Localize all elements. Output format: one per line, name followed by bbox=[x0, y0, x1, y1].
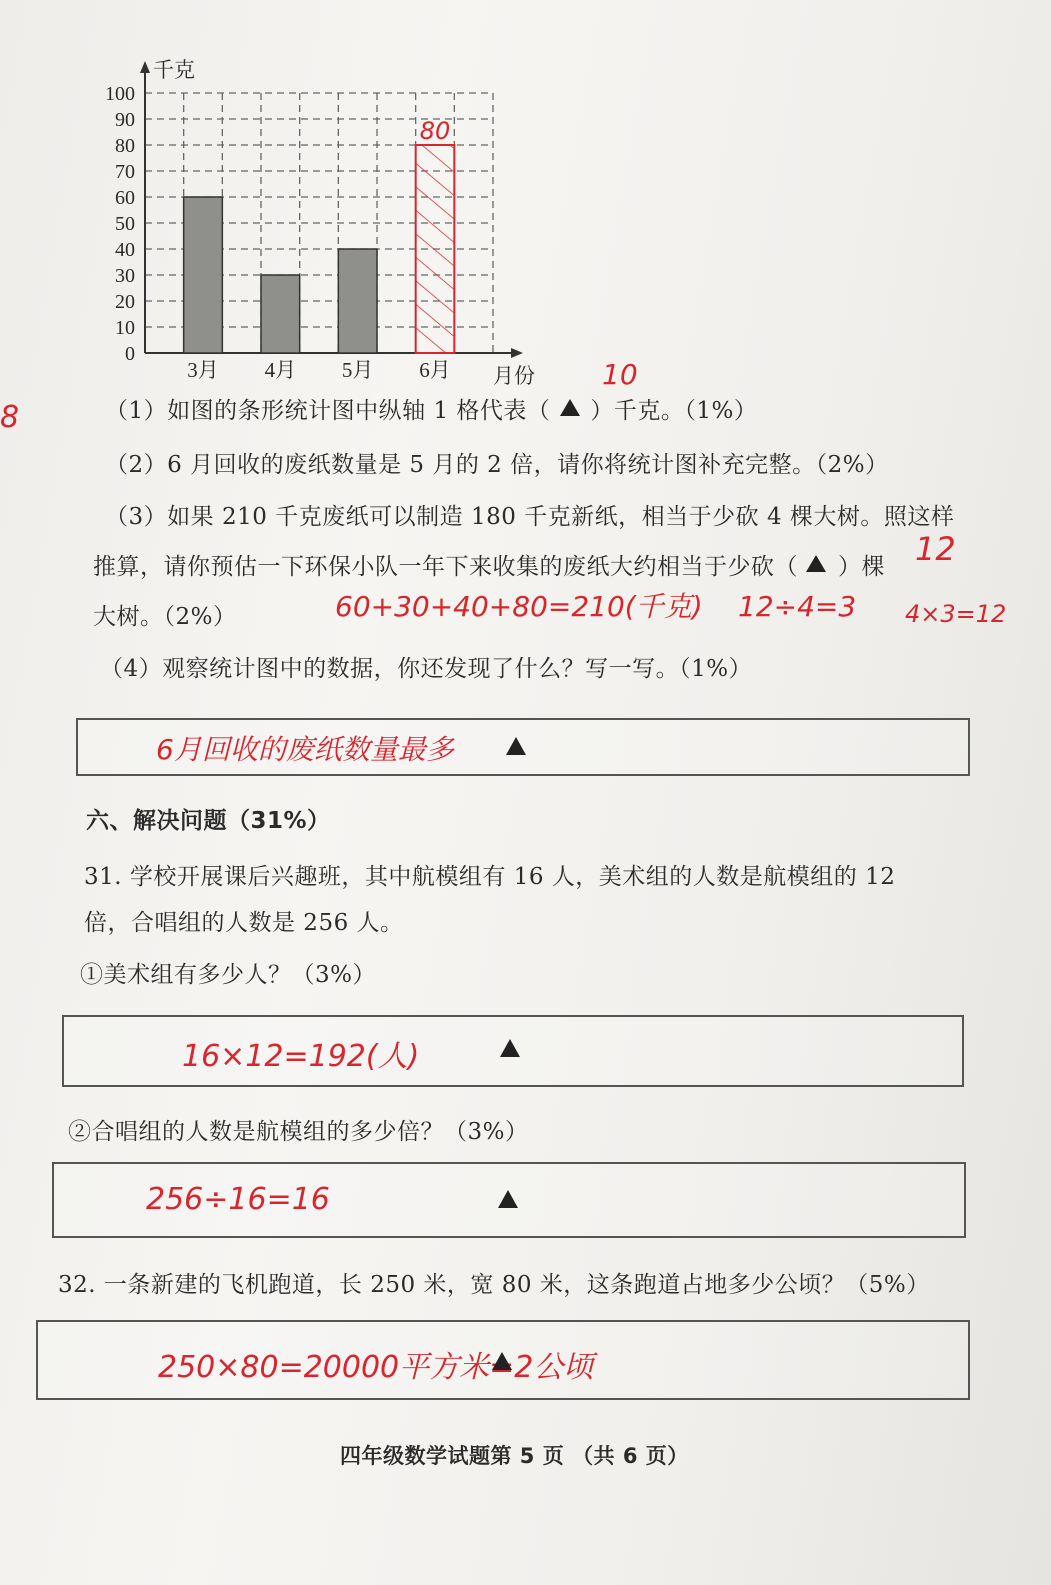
bar bbox=[338, 249, 377, 353]
question-31-line-1: 31. 学校开展课后兴趣班，其中航模组有 16 人，美术组的人数是航模组的 12 bbox=[84, 864, 896, 890]
x-tick-label: 5月 bbox=[341, 358, 374, 382]
question-3-work-multiplication: 4×3=12 bbox=[905, 600, 1007, 628]
bar-handdrawn bbox=[416, 145, 455, 353]
question-3-line-3: 大树。（2%） bbox=[93, 604, 237, 630]
y-tick-label: 60 bbox=[115, 187, 135, 209]
y-tick-label: 40 bbox=[115, 239, 135, 261]
question-1-text-before: （1）如图的条形统计图中纵轴 1 格代表（ bbox=[105, 398, 551, 424]
y-tick-label: 80 bbox=[115, 135, 135, 157]
question-32-answer-box bbox=[36, 1320, 970, 1400]
x-axis-arrow bbox=[511, 348, 523, 358]
triangle-icon bbox=[506, 737, 526, 755]
question-31-sub-2-answer-box bbox=[52, 1162, 966, 1238]
question-3-work-division: 12÷4=3 bbox=[738, 590, 857, 623]
question-32-answer: 250×80=20000平方米=2公顷 bbox=[158, 1350, 594, 1385]
question-3-line-2 bbox=[93, 548, 885, 581]
bar bbox=[261, 275, 300, 353]
question-3-work-sum: 60+30+40+80=210(千克) bbox=[335, 590, 703, 623]
triangle-icon bbox=[500, 1039, 520, 1057]
question-31-sub-2-answer: 256÷16=16 bbox=[146, 1182, 330, 1217]
question-31-sub-2: ②合唱组的人数是航模组的多少倍？（3%） bbox=[68, 1119, 529, 1145]
question-3-line-1: （3）如果 210 千克废纸可以制造 180 千克新纸，相当于少砍 4 棵大树。照这样 bbox=[105, 504, 955, 530]
margin-score-mark: 8 bbox=[0, 400, 20, 435]
question-3-text-before: 推算，请你预估一下环保小队一年下来收集的废纸大约相当于少砍（ bbox=[93, 554, 798, 580]
triangle-icon bbox=[806, 555, 826, 572]
question-1-text-after: ）千克。（1%） bbox=[590, 398, 758, 424]
question-4: （4）观察统计图中的数据，你还发现了什么？写一写。（1%） bbox=[100, 656, 753, 682]
question-31-line-2: 倍，合唱组的人数是 256 人。 bbox=[84, 910, 404, 936]
y-tick-label: 0 bbox=[125, 343, 135, 365]
triangle-icon bbox=[560, 399, 580, 416]
question-4-answer: 6月回收的废纸数量最多 bbox=[156, 733, 454, 766]
page-footer: 四年级数学试题第 5 页 （共 6 页） bbox=[340, 1444, 689, 1468]
y-axis-arrow bbox=[140, 61, 150, 73]
question-31-sub-1-answer-box bbox=[62, 1015, 964, 1087]
y-axis-label: 千克 bbox=[153, 58, 195, 82]
x-tick-label: 3月 bbox=[187, 358, 219, 382]
question-3-answer: 12 bbox=[915, 530, 956, 568]
question-31-sub-1: ①美术组有多少人？（3%） bbox=[80, 962, 376, 988]
x-tick-label: 4月 bbox=[264, 358, 297, 382]
x-axis-label: 月份 bbox=[493, 364, 535, 388]
question-32: 32. 一条新建的飞机跑道，长 250 米，宽 80 米，这条跑道占地多少公顷？（5%） bbox=[58, 1272, 930, 1298]
triangle-icon bbox=[492, 1352, 512, 1370]
question-31-sub-1-answer: 16×12=192(人) bbox=[182, 1039, 420, 1074]
question-2: （2）6 月回收的废纸数量是 5 月的 2 倍，请你将统计图补充完整。（2%） bbox=[105, 452, 889, 478]
bar bbox=[184, 197, 223, 353]
y-tick-label: 20 bbox=[115, 291, 135, 313]
question-4-answer-box bbox=[76, 718, 970, 776]
question-3-text-after: ）棵 bbox=[838, 554, 885, 580]
y-tick-label: 90 bbox=[115, 109, 135, 131]
y-tick-label: 50 bbox=[115, 213, 135, 235]
section-title: 六、解决问题（31%） bbox=[86, 808, 331, 834]
triangle-icon bbox=[498, 1190, 518, 1208]
y-tick-label: 30 bbox=[115, 265, 135, 287]
bar-chart bbox=[90, 55, 540, 395]
x-tick-label: 6月 bbox=[419, 358, 451, 382]
question-1-answer: 10 bbox=[602, 358, 638, 391]
question-1 bbox=[105, 392, 757, 425]
y-tick-label: 10 bbox=[115, 317, 135, 339]
y-tick-label: 70 bbox=[115, 161, 135, 183]
bar-data-label: 80 bbox=[419, 117, 451, 145]
y-tick-label: 100 bbox=[105, 83, 135, 105]
